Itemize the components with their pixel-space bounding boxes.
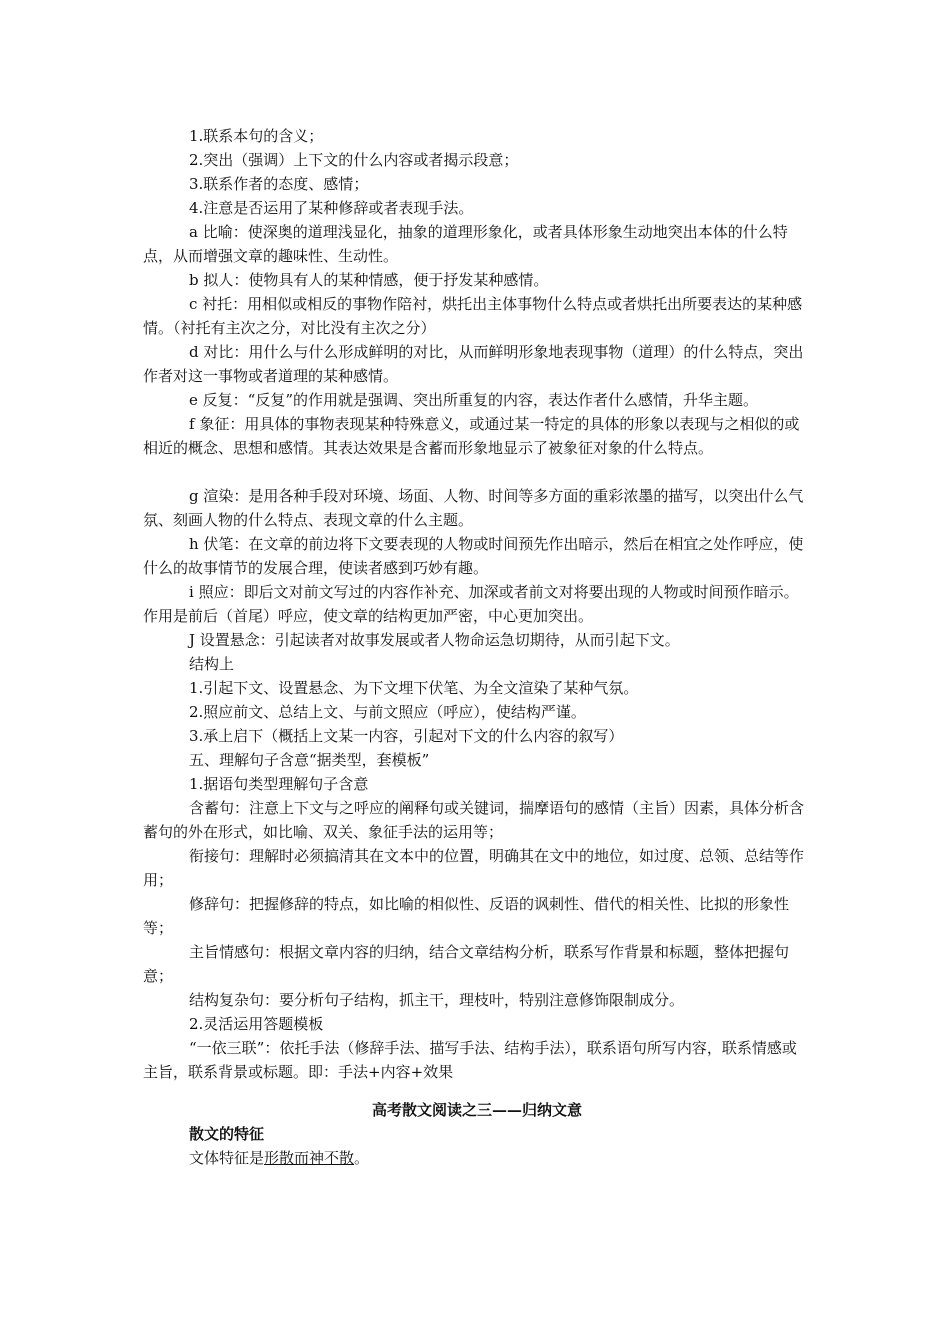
feature-underlined: 形散而神不散: [264, 1149, 355, 1167]
paragraph: 1.据语句类型理解句子含意: [189, 775, 369, 793]
paragraph: e 反复：“反复”的作用就是强调、突出所重复的内容，表达作者什么感情，升华主题。: [189, 391, 758, 409]
paragraph: “一依三联”：依托手法（修辞手法、描写手法、结构手法），联系语句所写内容，联系情感或主旨，联系背景或标题。即：手法+内容+效果: [143, 1039, 797, 1081]
paragraph: J 设置悬念：引起读者对故事发展或者人物命运急切期待，从而引起下文。: [189, 631, 680, 649]
blank-line: [143, 460, 811, 484]
subheading: 散文的特征: [189, 1125, 265, 1143]
paragraph: 衔接句：理解时必须搞清其在文本中的位置，明确其在文中的地位，如过度、总领、总结等作用；: [143, 847, 805, 889]
paragraph: b 拟人：使物具有人的某种情感，便于抒发某种感情。: [189, 271, 549, 289]
paragraph: 修辞句：把握修辞的特点，如比喻的相似性、反语的讽刺性、借代的相关性、比拟的形象性等；: [143, 895, 790, 937]
paragraph: 1.联系本句的含义；: [189, 127, 324, 145]
paragraph: 2.突出（强调）上下文的什么内容或者揭示段意；: [189, 151, 519, 169]
section-title: 高考散文阅读之三——归纳文意: [371, 1101, 582, 1119]
paragraph: c 衬托：用相似或相反的事物作陪衬，烘托出主体事物什么特点或者烘托出所要表达的某种感情。（衬托有主次之分，对比没有主次之分）: [143, 295, 803, 337]
paragraph: 1.引起下文、设置悬念、为下文埋下伏笔、为全文渲染了某种气氛。: [189, 679, 639, 697]
paragraph: a 比喻：使深奥的道理浅显化，抽象的道理形象化，或者具体形象生动地突出本体的什么特点，从而增强文章的趣味性、生动性。: [143, 223, 788, 265]
feature-suffix: 。: [354, 1149, 370, 1167]
paragraph: 结构复杂句：要分析句子结构，抓主干，理枝叶，特别注意修饰限制成分。: [189, 991, 685, 1009]
feature-line: [143, 1146, 811, 1170]
document-body: [143, 124, 811, 1170]
paragraph: 2.灵活运用答题模板: [189, 1015, 324, 1033]
paragraph: h 伏笔：在文章的前边将下文要表现的人物或时间预先作出暗示，然后在相宜之处作呼应，使什么的故事情节的发展合理，使读者感到巧妙有趣。: [143, 535, 804, 577]
feature-prefix: 文体特征是: [189, 1149, 265, 1167]
paragraph: i 照应：即后文对前文写过的内容作补充、加深或者前文对将要出现的人物或时间预作暗示。作用是前后（首尾）呼应，使文章的结构更加严密，中心更加突出。: [143, 583, 799, 625]
paragraph: 含蓄句：注意上下文与之呼应的阐释句或关键词，揣摩语句的感情（主旨）因素，具体分析含蓄句的外在形式，如比喻、双关、象征手法的运用等；: [143, 799, 805, 841]
paragraph: 主旨情感句：根据文章内容的归纳，结合文章结构分析，联系写作背景和标题，整体把握句意；: [143, 943, 790, 985]
paragraph: 五、理解句子含意“据类型，套模板”: [189, 751, 430, 769]
paragraph: g 渲染：是用各种手段对环境、场面、人物、时间等多方面的重彩浓墨的描写，以突出什么气氛、刻画人物的什么特点、表现文章的什么主题。: [143, 487, 804, 529]
paragraph: 3.承上启下（概括上文某一内容，引起对下文的什么内容的叙写）: [189, 727, 624, 745]
paragraph: f 象征：用具体的事物表现某种特殊意义，或通过某一特定的具体的形象以表现与之相似的或相近的概念、思想和感情。其表达效果是含蓄而形象地显示了被象征对象的什么特点。: [143, 415, 800, 457]
paragraph: 3.联系作者的态度、感情；: [189, 175, 369, 193]
paragraph: 结构上: [189, 655, 235, 673]
paragraph: d 对比：用什么与什么形成鲜明的对比，从而鲜明形象地表现事物（道理）的什么特点，突出作者对这一事物或者道理的某种感情。: [143, 343, 804, 385]
paragraph: 2.照应前文、总结上文、与前文照应（呼应），使结构严谨。: [189, 703, 586, 721]
paragraph: 4.注意是否运用了某种修辞或者表现手法。: [189, 199, 474, 217]
